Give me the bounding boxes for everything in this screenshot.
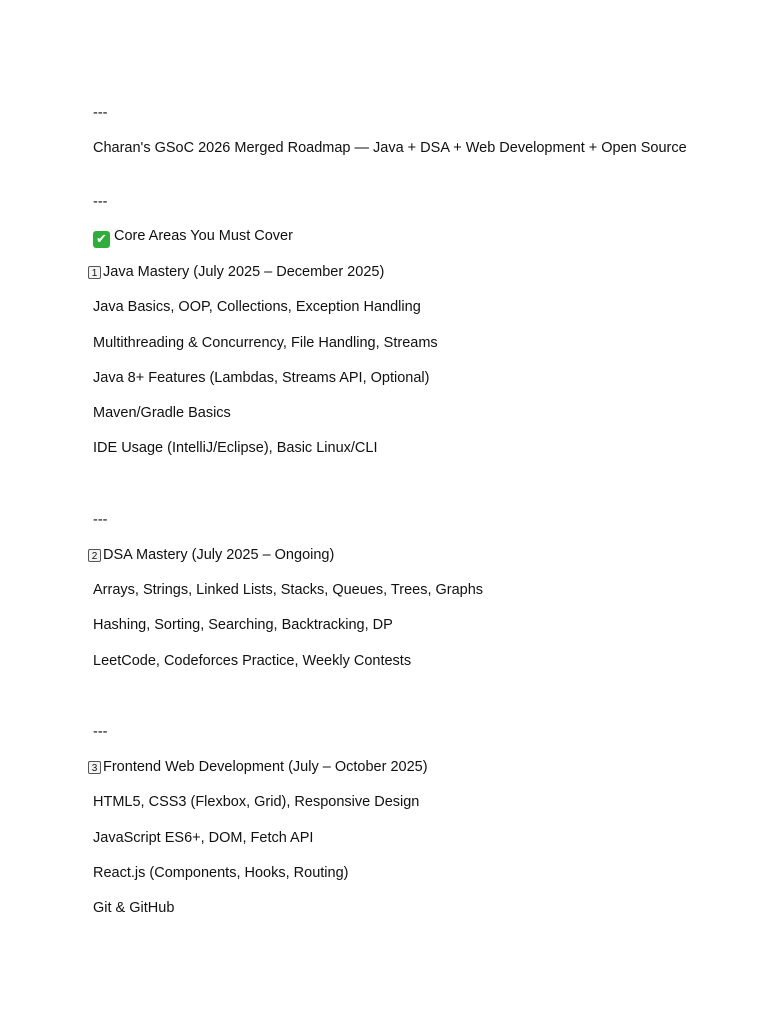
- section-heading-frontend: [88, 758, 428, 776]
- list-item: Multithreading & Concurrency, File Handling, Streams: [93, 335, 438, 351]
- keycap-number-one-icon: 1: [88, 266, 101, 279]
- check-mark-icon: ✔: [93, 231, 110, 248]
- list-item: Java Basics, OOP, Collections, Exception Handling: [93, 299, 421, 315]
- separator: ---: [93, 194, 108, 210]
- document-title: Charan's GSoC 2026 Merged Roadmap — Java + DSA + Web Development + Open Source: [93, 140, 687, 156]
- section-heading-dsa: [88, 546, 334, 564]
- section-heading-text: Java Mastery (July 2025 – December 2025): [103, 264, 385, 280]
- section-heading-text: DSA Mastery (July 2025 – Ongoing): [103, 547, 335, 563]
- keycap-number-three-icon: 3: [88, 761, 101, 774]
- list-item: IDE Usage (IntelliJ/Eclipse), Basic Linux/CLI: [93, 440, 378, 456]
- list-item: React.js (Components, Hooks, Routing): [93, 865, 349, 881]
- section-heading-java: [88, 263, 384, 281]
- list-item: JavaScript ES6+, DOM, Fetch API: [93, 830, 314, 846]
- separator: ---: [93, 512, 108, 528]
- section-heading-text: Frontend Web Development (July – October 2025): [103, 759, 428, 775]
- list-item: Git & GitHub: [93, 900, 175, 916]
- list-item: Java 8+ Features (Lambdas, Streams API, Optional): [93, 370, 430, 386]
- list-item: Maven/Gradle Basics: [93, 405, 231, 421]
- keycap-number-two-icon: 2: [88, 549, 101, 562]
- separator: ---: [93, 105, 108, 121]
- core-areas-heading-text: Core Areas You Must Cover: [114, 228, 293, 244]
- list-item: Hashing, Sorting, Searching, Backtracking, DP: [93, 617, 393, 633]
- core-areas-heading: [93, 227, 293, 248]
- list-item: LeetCode, Codeforces Practice, Weekly Contests: [93, 653, 412, 669]
- separator: ---: [93, 724, 108, 740]
- list-item: Arrays, Strings, Linked Lists, Stacks, Queues, Trees, Graphs: [93, 582, 484, 598]
- list-item: HTML5, CSS3 (Flexbox, Grid), Responsive Design: [93, 794, 420, 810]
